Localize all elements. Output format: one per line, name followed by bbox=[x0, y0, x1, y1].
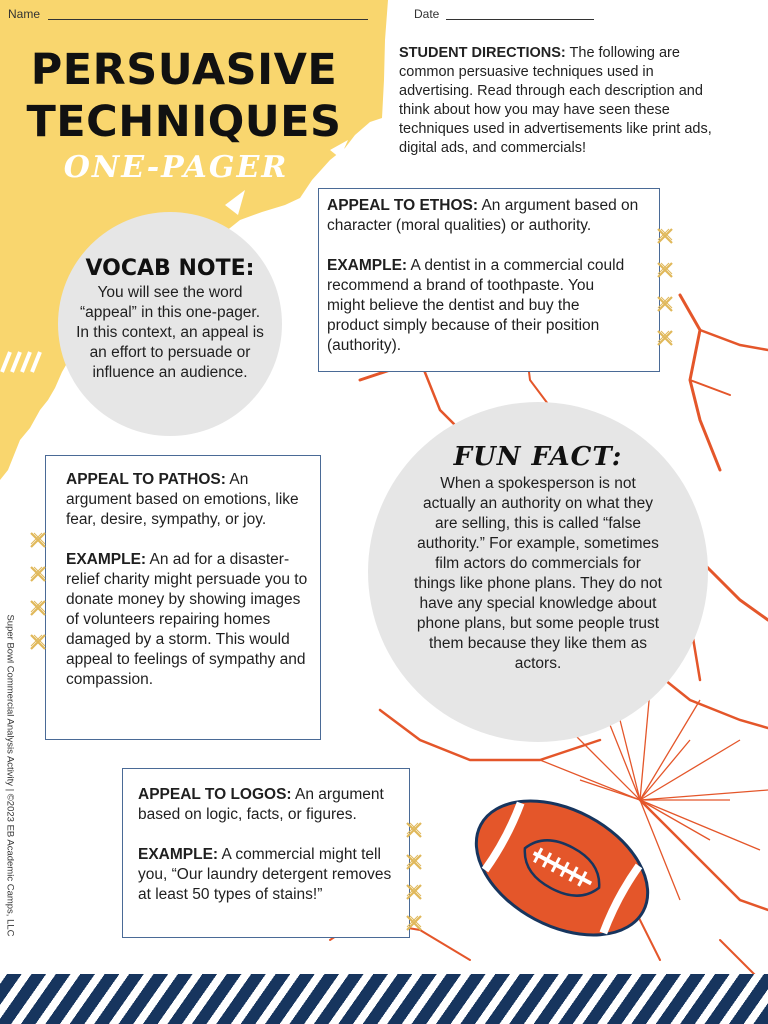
x-mark-icon bbox=[655, 260, 675, 280]
date-field[interactable] bbox=[446, 19, 594, 20]
fun-fact-heading: FUN FACT: bbox=[453, 442, 623, 472]
logos-definition: APPEAL TO LOGOS: An argument based on logic, facts, or figures. bbox=[138, 786, 384, 823]
title-line-1: PERSUASIVE bbox=[30, 45, 338, 95]
x-mark-icon bbox=[28, 530, 48, 550]
title-line-2: TECHNIQUES bbox=[26, 97, 342, 147]
x-mark-icon bbox=[655, 294, 675, 314]
x-mark-icon bbox=[28, 564, 48, 584]
pathos-example-label: EXAMPLE: bbox=[66, 551, 147, 568]
directions-label: STUDENT DIRECTIONS: bbox=[399, 45, 566, 61]
logos-label: APPEAL TO LOGOS: bbox=[138, 786, 292, 803]
logos-example-label: EXAMPLE: bbox=[138, 846, 219, 863]
fun-fact-circle bbox=[368, 402, 708, 742]
page-subtitle: ONE-PAGER bbox=[63, 150, 289, 185]
name-field[interactable] bbox=[48, 19, 368, 20]
x-mark-icon bbox=[655, 328, 675, 348]
name-label: Name bbox=[8, 7, 41, 21]
ethos-card bbox=[318, 188, 660, 372]
stripe-bar bbox=[0, 974, 768, 1024]
x-mark-icon bbox=[404, 852, 424, 872]
pathos-card bbox=[45, 455, 321, 740]
directions-text: The following are common persuasive techniques used in advertising. Read through each description and think about how you may have seen these techniques used in advertisements like print ads, digital ads, and commercials! bbox=[399, 45, 712, 156]
date-label: Date bbox=[414, 7, 440, 21]
ethos-example: EXAMPLE: A dentist in a commercial could recommend a brand of toothpaste. You might believe the dentist and buy the product simply because of their position (authority). bbox=[327, 257, 625, 354]
ethos-example-label: EXAMPLE: bbox=[327, 257, 408, 274]
football-icon bbox=[454, 774, 671, 963]
x-mark-icon bbox=[28, 598, 48, 618]
logos-card bbox=[122, 768, 410, 938]
page-title bbox=[14, 44, 354, 148]
ethos-definition: APPEAL TO ETHOS: An argument based on character (moral qualities) or authority. bbox=[327, 197, 639, 234]
pathos-definition: APPEAL TO PATHOS: An argument based on emotions, like fear, desire, sympathy, or joy. bbox=[66, 471, 299, 528]
copyright-credit: Super Bowl Commercial Analysis Activity | ©2023 EB Academic Camps, LLC bbox=[4, 614, 16, 937]
x-mark-icon bbox=[655, 226, 675, 246]
vocab-note-body: You will see the word “appeal” in this one-pager. In this context, an appeal is an effort to persuade or influence an audience. bbox=[76, 284, 264, 381]
vocab-note-circle bbox=[58, 212, 282, 436]
x-mark-icon bbox=[404, 913, 424, 933]
x-mark-icon bbox=[404, 820, 424, 840]
pathos-example: EXAMPLE: An ad for a disaster-relief charity might persuade you to donate money by showing images of volunteers repairing homes damaged by a storm. This would appeal to feelings of sympathy and compassion. bbox=[66, 551, 308, 688]
x-mark-icon bbox=[404, 882, 424, 902]
pathos-label: APPEAL TO PATHOS: bbox=[66, 471, 226, 488]
student-directions bbox=[399, 44, 729, 158]
x-mark-icon bbox=[28, 632, 48, 652]
ethos-label: APPEAL TO ETHOS: bbox=[327, 197, 479, 214]
fun-fact-body: When a spokesperson is not actually an authority on what they are selling, this is called “false authority.” For example, sometimes film actors do commercials for things like phone plans. They do not have any special knowledge about phone plans, but some people trust them because they like them as actors. bbox=[414, 475, 662, 672]
logos-example: EXAMPLE: A commercial might tell you, “Our laundry detergent removes at least 50 types of stains!” bbox=[138, 846, 392, 903]
vocab-note-heading: VOCAB NOTE: bbox=[85, 256, 255, 281]
